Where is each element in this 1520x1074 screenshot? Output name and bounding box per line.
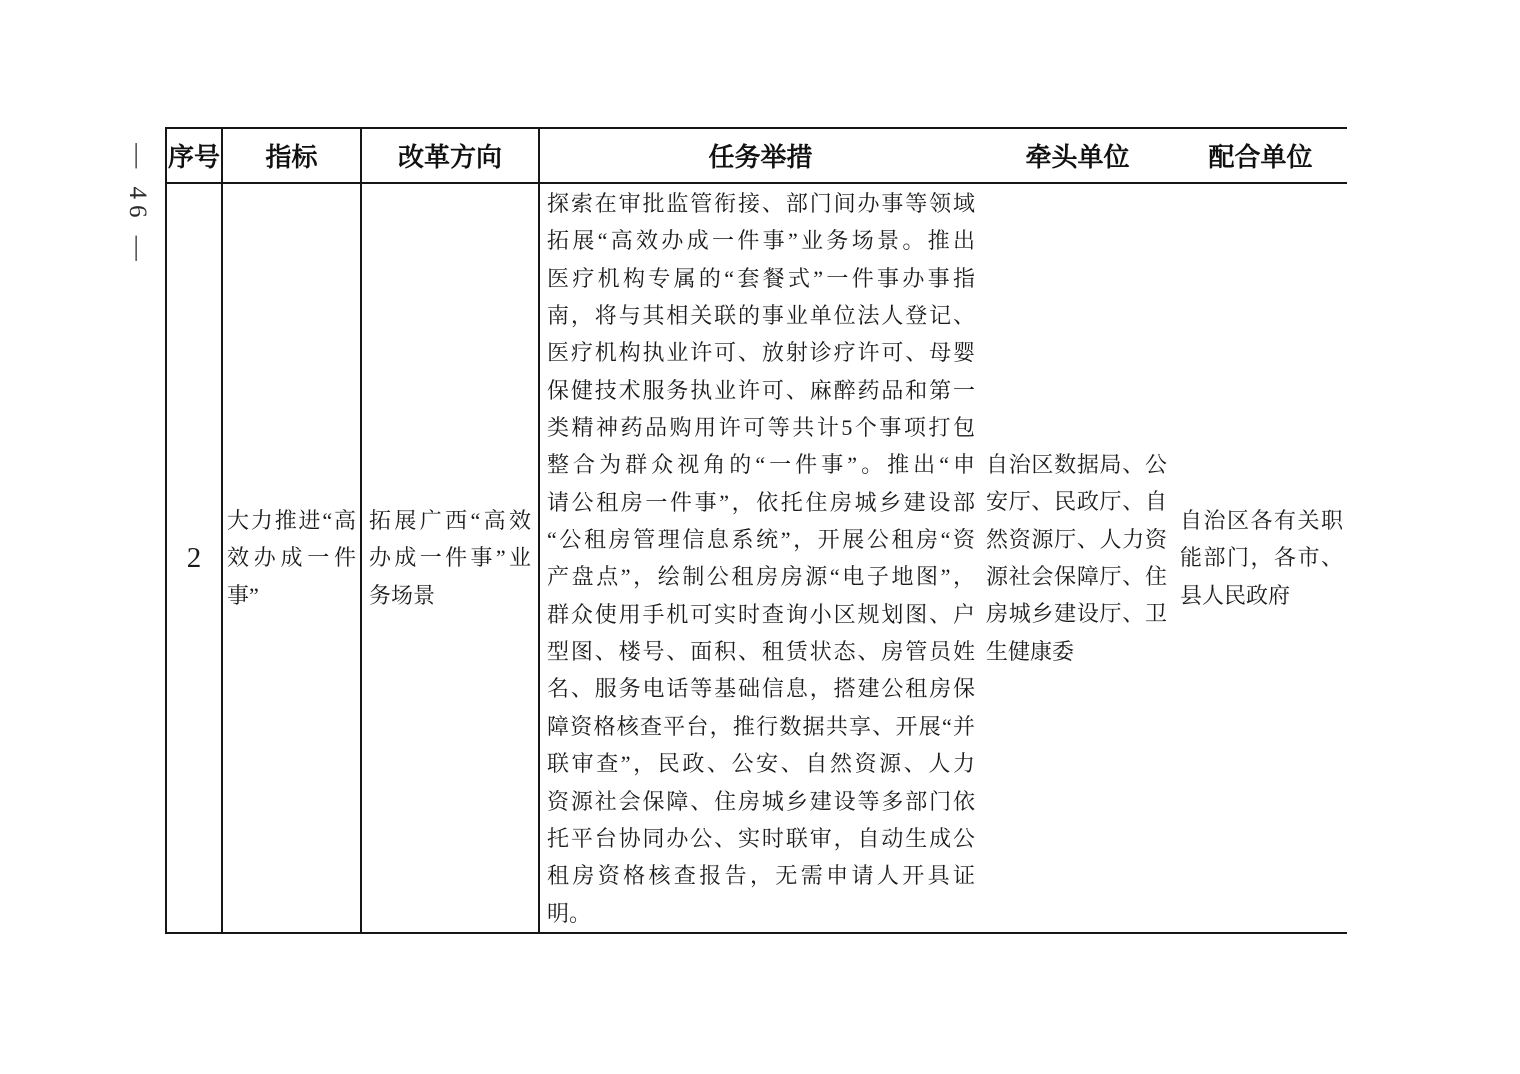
table-header-row: [167, 129, 1347, 184]
text-line: 障资格核查平台，推行数据共享、开展“并: [547, 713, 975, 739]
text-line: 拓展“高效办成一件事”业务场景。推出: [547, 228, 975, 254]
text-line: 事”: [227, 582, 259, 608]
header-cell-lead-unit: 牵头单位: [1025, 142, 1130, 172]
cell-support-unit: [1174, 184, 1347, 932]
cell-indicator: [223, 184, 362, 932]
cell-row-index: 2: [167, 184, 223, 932]
text-line: 大力推进“高: [227, 507, 356, 533]
cell-lead-unit: [981, 184, 1174, 932]
cell-tasks: [540, 184, 981, 932]
text-line: 房城乡建设厅、卫: [986, 601, 1167, 627]
text-line: 自治区各有关职: [1180, 507, 1343, 533]
cell-direction: [362, 184, 540, 932]
text-line: 租房资格核查报告，无需申请人开具证: [547, 863, 975, 889]
header-cell-support-unit: 配合单位: [1208, 142, 1313, 172]
text-line: 资源社会保障、住房城乡建设等多部门依: [547, 788, 975, 814]
text-line: 源社会保障厅、住: [986, 564, 1167, 589]
text-line: 自治区数据局、公: [986, 451, 1167, 477]
text-line: 医疗机构执业许可、放射诊疗许可、母婴: [547, 340, 975, 366]
text-line: 托平台协同办公、实时联审，自动生成公: [547, 825, 975, 851]
text-line: 能部门，各市、: [1180, 545, 1343, 571]
text-line: 产盘点”，绘制公租房房源“电子地图”，: [547, 564, 975, 590]
text-line: 拓展广西“高效: [369, 507, 531, 533]
text-line: 效办成一件: [227, 545, 356, 571]
text-line: 类精神药品购用许可等共计5个事项打包: [547, 415, 975, 441]
lead-unit-text: [986, 446, 1167, 670]
text-line: 医疗机构专属的“套餐式”一件事办事指: [547, 265, 975, 291]
direction-text: [369, 502, 531, 614]
text-line: 保健技术服务执业许可、麻醉药品和第一: [547, 377, 975, 403]
text-line: 群众使用手机可实时查询小区规划图、户: [547, 601, 975, 627]
text-line: 务场景: [369, 582, 436, 608]
support-unit-text: [1180, 502, 1343, 614]
text-line: 名、服务电话等基础信息，搭建公租房保: [547, 676, 975, 702]
text-line: 型图、楼号、面积、租赁状态、房管员姓: [547, 639, 975, 665]
text-line: “公租房管理信息系统”，开展公租房“资: [547, 527, 975, 553]
text-line: 联审查”，民政、公安、自然资源、人力: [547, 751, 975, 777]
text-line: 南，将与其相关联的事业单位法人登记、: [547, 303, 975, 329]
header-cell-tasks: 任务举措: [708, 142, 813, 172]
page-number: — 46 —: [124, 143, 151, 267]
indicator-text: [227, 502, 356, 614]
header-cell-direction: 改革方向: [362, 129, 540, 182]
reform-tasks-table: [165, 127, 1347, 934]
text-line: 探索在审批监管衔接、部门间办事等领域: [547, 191, 975, 216]
tasks-text: [547, 185, 975, 932]
table-row: [167, 184, 1347, 932]
text-line: 县人民政府: [1180, 582, 1291, 608]
header-cell-indicator: 指标: [223, 129, 362, 182]
text-line: 生健康委: [986, 638, 1075, 664]
text-line: 办成一件事”业: [369, 545, 531, 571]
text-line: 请公租房一件事”，依托住房城乡建设部: [547, 489, 975, 515]
text-line: 安厅、民政厅、自: [986, 489, 1167, 515]
text-line: 明。: [547, 900, 592, 926]
header-cell-index: 序号: [167, 129, 223, 182]
text-line: 然资源厅、人力资: [986, 526, 1167, 552]
text-line: 整合为群众视角的“一件事”。推出“申: [547, 452, 975, 478]
